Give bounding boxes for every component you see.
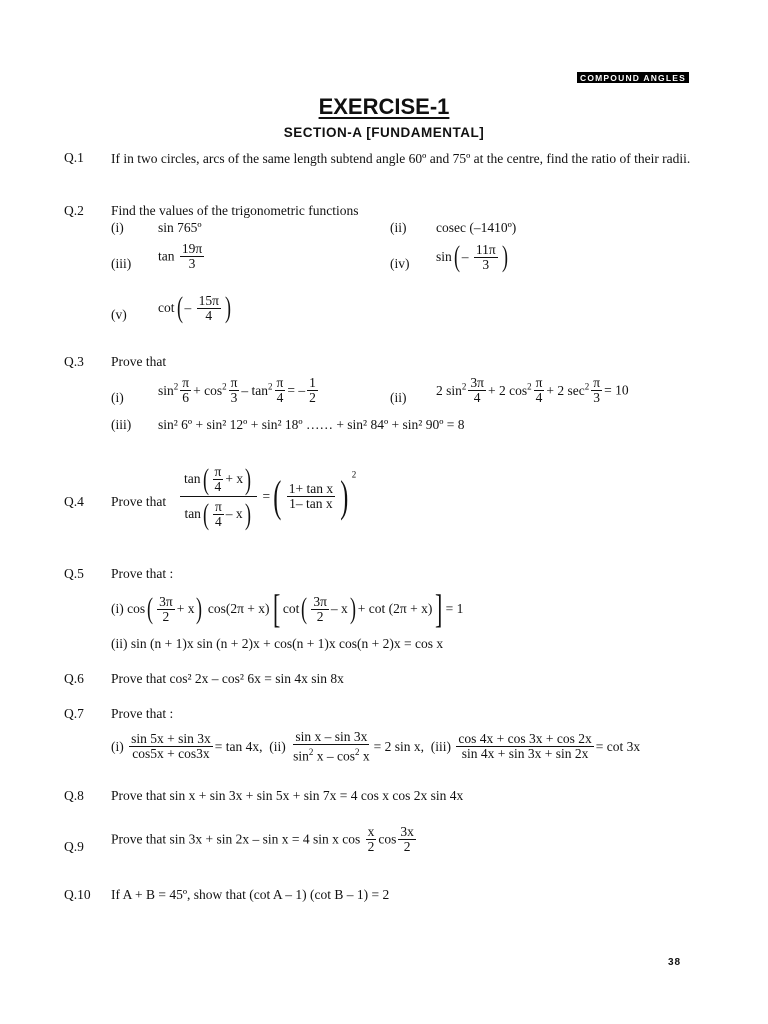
page-number: 38 bbox=[668, 957, 682, 968]
q2-iv-label: (iv) bbox=[390, 256, 410, 271]
q2-text: Find the values of the trigonometric functions bbox=[111, 203, 359, 218]
q7-number: Q.7 bbox=[64, 706, 84, 721]
q2-i-label: (i) bbox=[111, 220, 124, 235]
q2-iii-label: (iii) bbox=[111, 256, 132, 271]
q10-text: If A + B = 45º, show that (cot A – 1) (cot B – 1) = 2 bbox=[111, 887, 390, 902]
section-heading: SECTION-A [FUNDAMENTAL] bbox=[283, 125, 485, 140]
q6-number: Q.6 bbox=[64, 671, 84, 686]
q2-ii-expr: cosec (–1410º) bbox=[436, 220, 517, 235]
q5-i-expr: (i) cos( $\frac{3\pi}{2}$ + x) cos(2π + x)[ cot( $\frac{3\pi}{2}$ – x) + cot (2π + x)] = 1 bbox=[111, 586, 464, 631]
q4-text: Prove that bbox=[111, 494, 167, 509]
q2-number: Q.2 bbox=[64, 203, 84, 218]
exercise-title: EXERCISE-1 bbox=[318, 94, 450, 119]
q2-iii-expr: tan $\frac{19\pi}{3}$ bbox=[158, 241, 203, 271]
q5-ii-expr: (ii) sin (n + 1)x sin (n + 2)x + cos(n + 1)x cos(n + 2)x = cos x bbox=[111, 636, 444, 651]
q8-text: Prove that sin x + sin 3x + sin 5x + sin 7x = 4 cos x cos 2x sin 4x bbox=[111, 788, 464, 803]
q2-v-label: (v) bbox=[111, 307, 127, 322]
q3-ii-label: (ii) bbox=[390, 390, 407, 405]
q10-number: Q.10 bbox=[64, 887, 91, 902]
q5-text: Prove that : bbox=[111, 566, 174, 581]
q3-text: Prove that bbox=[111, 354, 167, 369]
q3-iii-label: (iii) bbox=[111, 417, 132, 432]
q9-number: Q.9 bbox=[64, 839, 84, 854]
q3-i-expr: $\sin^2$ $\frac{\pi}{6}$ + $\cos^2$ $\frac{\pi}{3}$ – $\tan^2$ $\frac{\pi}{4}$ = – $\frac{1}{2}$ bbox=[158, 375, 316, 405]
q2-iv-expr: sin( – $\frac{11\pi}{3}$ ) bbox=[436, 240, 508, 273]
q5-number: Q.5 bbox=[64, 566, 84, 581]
chapter-tag: COMPOUND ANGLES bbox=[577, 72, 689, 83]
q2-ii-label: (ii) bbox=[390, 220, 407, 235]
q3-iii-expr: sin² 6º + sin² 12º + sin² 18º …… + sin² 84º + sin² 90º = 8 bbox=[158, 417, 465, 432]
q2-v-expr: cot( – $\frac{15\pi}{4}$ ) bbox=[158, 291, 231, 324]
q1-number: Q.1 bbox=[64, 150, 84, 165]
q1-text: If in two circles, arcs of the same length subtend angle 60º and 75º at the centre, find the ratio of their radii. bbox=[111, 151, 691, 166]
q6-text: Prove that cos² 2x – cos² 6x = sin 4x sin 8x bbox=[111, 671, 344, 686]
q7-expr: (i) $\frac{\sin 5x + \sin 3x}{\cos 5x + \cos 3x}$ = tan 4x, (ii) $\frac{\text{sin x – sin 3x}}{\sin^2 x - \cos^2 x}$ = 2 sin x, (iii) $\frac{\cos 4x + \cos 3x + \cos 2x}{\sin 4x + \sin 3x + \sin 2x}$ = cot 3x bbox=[111, 729, 641, 764]
q4-expr: tan( $\frac{\pi}{4}$ + x) tan( $\frac{\pi}{4}$ – x) =( $\frac{\text{1+ tan x}}{\text{1– tan x}}$ ) $^2$ bbox=[178, 462, 356, 531]
q4-number: Q.4 bbox=[64, 494, 84, 509]
q3-number: Q.3 bbox=[64, 354, 84, 369]
q3-ii-expr: 2 $\sin^2$ $\frac{3\pi}{4}$ + 2 $\cos^2$ $\frac{\pi}{4}$ + 2 $\sec^2$ $\frac{\pi}{3}$ = 10 bbox=[436, 375, 629, 405]
q9-expr: Prove that sin 3x + sin 2x – sin x = 4 sin x cos $\frac{x}{2}$ cos $\frac{3x}{2}$ bbox=[111, 824, 414, 854]
q7-text: Prove that : bbox=[111, 706, 174, 721]
q2-i-expr: sin 765º bbox=[158, 220, 202, 235]
q3-i-label: (i) bbox=[111, 390, 124, 405]
q8-number: Q.8 bbox=[64, 788, 84, 803]
